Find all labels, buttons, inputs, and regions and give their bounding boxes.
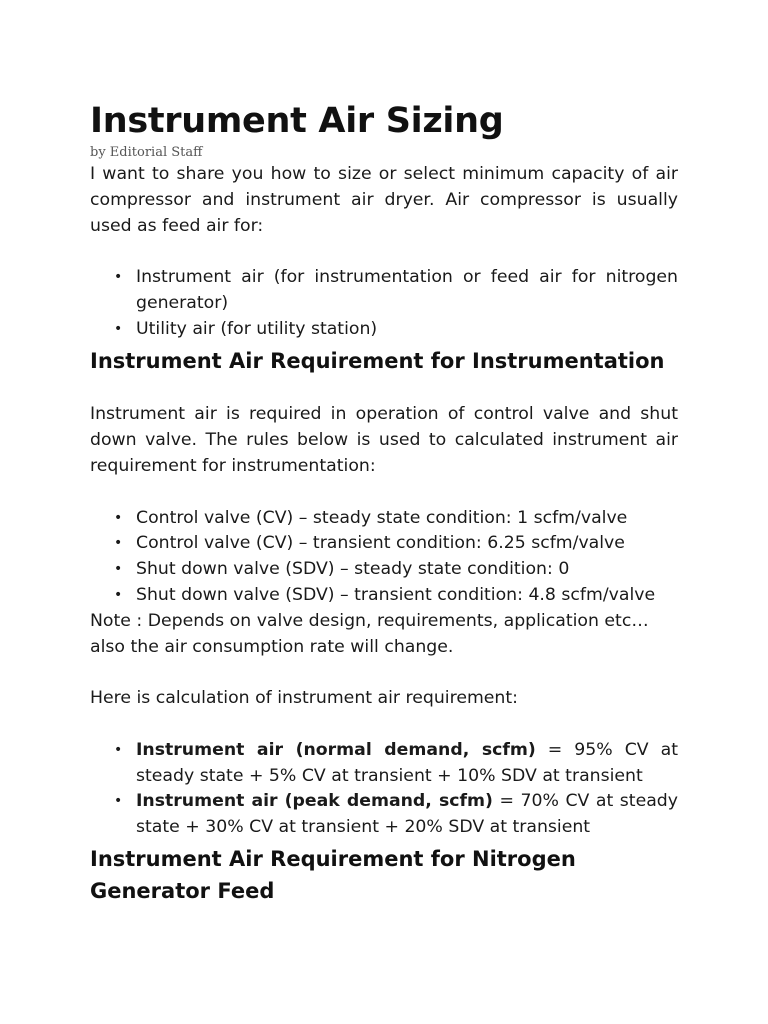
calc-label: Instrument air (normal demand, scfm) xyxy=(136,739,536,760)
list-item: • Shut down valve (SDV) – transient condition: 4.8 scfm/valve xyxy=(136,583,678,609)
note-paragraph: Note : Depends on valve design, requirements, application etc… also the air consumption rate will change. xyxy=(90,610,649,657)
rules-list xyxy=(90,506,678,609)
intro-paragraph: I want to share you how to size or select minimum capacity of air compressor and instrument air dryer. Air compressor is usually used as feed air for: xyxy=(90,164,678,236)
list-item xyxy=(136,789,678,841)
section-heading-nitrogen: Instrument Air Requirement for Nitrogen Generator Feed xyxy=(90,846,576,903)
calculations-list xyxy=(90,738,678,841)
byline: by Editorial Staff xyxy=(90,145,203,160)
calc-text: = 95% CV at steady state + 5% CV at transient + 10% SDV at transient xyxy=(136,739,678,786)
feed-list xyxy=(90,265,678,342)
calc-intro: Here is calculation of instrument air requirement: xyxy=(90,688,518,709)
list-item: • Control valve (CV) – steady state condition: 1 scfm/valve xyxy=(136,506,678,532)
article xyxy=(90,98,678,907)
calc-label: Instrument air (peak demand, scfm) xyxy=(136,791,493,812)
page-title: Instrument Air Sizing xyxy=(90,101,504,141)
list-item: • Shut down valve (SDV) – steady state condition: 0 xyxy=(136,557,678,583)
list-item: • Instrument air (for instrumentation or feed air for nitrogen generator) xyxy=(136,265,678,317)
list-item: • Control valve (CV) – transient condition: 6.25 scfm/valve xyxy=(136,531,678,557)
section-heading-instrumentation: Instrument Air Requirement for Instrumentation xyxy=(90,348,665,373)
list-item xyxy=(136,738,678,790)
calc-text: = 70% CV at steady state + 30% CV at transient + 20% SDV at transient xyxy=(136,791,679,838)
instrumentation-paragraph: Instrument air is required in operation of control valve and shut down valve. The rules below is used to calculated instrument air requirement for instrumentation: xyxy=(90,404,678,476)
list-item: • Utility air (for utility station) xyxy=(136,317,678,343)
